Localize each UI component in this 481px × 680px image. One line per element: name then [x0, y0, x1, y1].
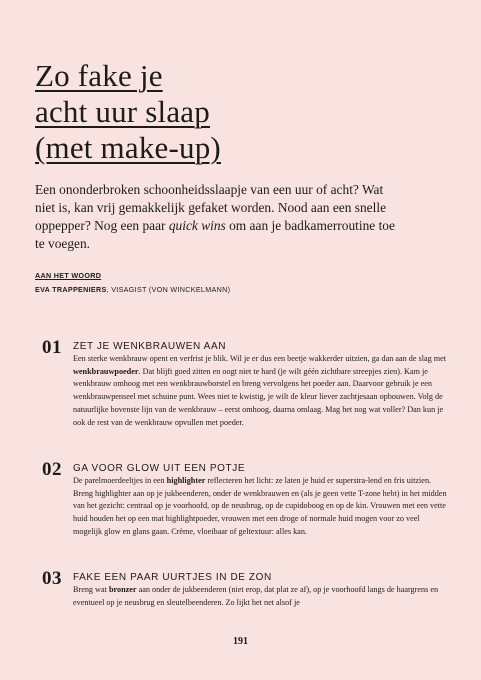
- tip-body: [73, 353, 447, 429]
- title-line-1: Zo fake je: [35, 58, 163, 93]
- tip-text: Een sterke wenkbrauw opent en verfrist je blik. Wil je er dus een beetje wakkerder uitzien, ga dan aan de slag met: [73, 354, 447, 363]
- tip-product: bronzer: [108, 585, 137, 594]
- article-title: [35, 58, 335, 166]
- tip-number: 01: [42, 337, 62, 358]
- tip-text: Breng wat: [73, 585, 109, 594]
- byline-role: , VISAGIST (VON WINCKELMANN): [106, 285, 231, 294]
- tip-heading: ZET JE WENKBRAUWEN AAN: [73, 341, 227, 352]
- tip-text: De parelmoerdeeltjes in een: [73, 476, 167, 485]
- tip-product: highlighter: [166, 476, 206, 485]
- intro-italic: quick wins: [168, 218, 226, 233]
- title-line-3: (met make-up): [35, 130, 221, 165]
- tip-number: 03: [42, 568, 62, 589]
- tip-body: [73, 475, 447, 539]
- tip-body: [73, 584, 447, 609]
- intro-text-1: Een ononderbroken schoonheidsslaapje van een uur of acht? Wat niet is, kan vrij gemakkelijk gefaket worden. Nood aan een snelle oppepper? Nog een paar: [35, 182, 387, 233]
- title-line-2: acht uur slaap: [35, 94, 210, 129]
- tip-text: aan onder de jukbeenderen (niet erop, dat plat ze af), op je voorhoofd langs de haargrens en eventueel op je neusbrug en sleutelbeenderen. Zo lijkt het net alsof je: [73, 585, 439, 607]
- tip-text: reflecteren het licht: ze laten je huid er superstra-lend en fris uitzien. Breng highlighter aan op je jukbeenderen, onder de wenkbrauwen en (als je geen vette T-zone hebt) in het midden van het gezicht: centraal op je voorhoofd, op de neusbrug, op de cupidoboog en op de kin. Vrouwen met een vette huid houden het op een mat highlightpoeder, vrouwen met een droge of normale huid mogen voor zo veel mogelijk glow en glans gaan. Crème, vloeibaar of geltextuur: alles kan.: [73, 476, 447, 536]
- byline: [35, 269, 395, 297]
- page-number: 191: [233, 636, 248, 647]
- tip-text: . Dat blijft goed zitten en oogt niet te hard (je wilt géén zichtbare streepjes zien). Kam je wenkbrauw omhoog met een wenkbrauwborstel en breng vervolgens het poeder aan. Daarvoor gebruik je een wenkbrauwpenseel met schuine punt. Wees niet te kwistig, je wilt de kleur liever zachtjesaan opbouwen. Volg de natuurlijke bovenste lijn van de wenkbrauw – eerst omhoog, daarna omlaag. Mag het nog wat voller? Dan kun je ook de rest van de wenkbrauw opvullen met poeder.: [73, 366, 444, 427]
- intro-paragraph: [35, 181, 395, 253]
- byline-label: AAN HET WOORD: [35, 271, 102, 280]
- tip-heading: GA VOOR GLOW UIT EEN POTJE: [73, 463, 246, 474]
- tip-number: 02: [42, 459, 62, 480]
- tip-heading: FAKE EEN PAAR UURTJES IN DE ZON: [73, 572, 272, 583]
- byline-name: EVA TRAPPENIERS: [35, 285, 107, 294]
- intro-text-2: om aan je badkamerroutine toe te voegen.: [35, 218, 395, 251]
- tip-product: wenkbrauwpoeder: [73, 366, 139, 376]
